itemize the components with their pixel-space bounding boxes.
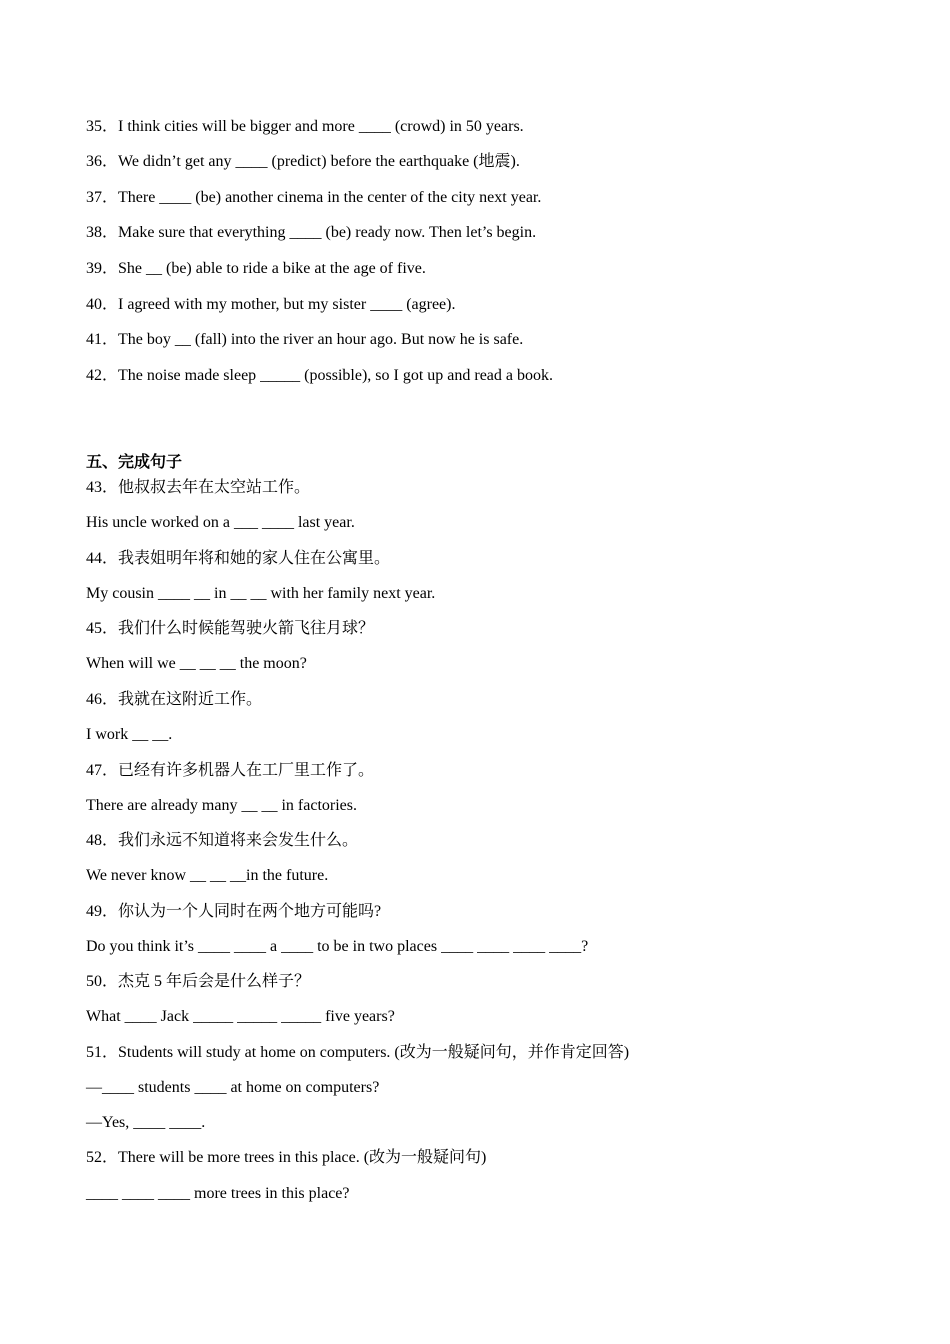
question-47-english: There are already many __ __ in factories. — [86, 797, 357, 814]
question-51-prompt: 51．Students will study at home on computers. (改为一般疑问句，并作肯定回答) — [86, 1044, 630, 1061]
question-38: 38．Make sure that everything ____ (be) ready now. Then let’s begin. — [86, 224, 537, 241]
question-45-english: When will we __ __ __ the moon? — [86, 655, 307, 672]
question-45-chinese: 45．我们什么时候能驾驶火箭飞往月球？ — [86, 620, 375, 637]
question-49-english: Do you think it’s ____ ____ a ____ to be in two places ____ ____ ____ ____? — [86, 938, 589, 955]
question-51-answer: —Yes, ____ ____. — [86, 1114, 206, 1131]
question-47-chinese: 47．已经有许多机器人在工厂里工作了。 — [86, 762, 375, 779]
question-40: 40．I agreed with my mother, but my sister ____ (agree). — [86, 296, 456, 313]
question-36: 36．We didn’t get any ____ (predict) before the earthquake (地震). — [86, 153, 520, 170]
question-44-chinese: 44．我表姐明年将和她的家人住在公寓里。 — [86, 550, 391, 567]
question-41: 41．The boy __ (fall) into the river an hour ago. But now he is safe. — [86, 331, 524, 348]
question-50-chinese: 50．杰克 5 年后会是什么样子？ — [86, 973, 311, 990]
question-39: 39．She __ (be) able to ride a bike at the age of five. — [86, 260, 426, 277]
question-35: 35．I think cities will be bigger and more ____ (crowd) in 50 years. — [86, 118, 524, 135]
question-46-english: I work __ __. — [86, 726, 173, 743]
section-heading: 五、完成句子 — [86, 454, 183, 471]
question-43-english: His uncle worked on a ___ ____ last year. — [86, 514, 355, 531]
question-49-chinese: 49．你认为一个人同时在两个地方可能吗? — [86, 903, 382, 920]
question-42: 42．The noise made sleep _____ (possible), so I got up and read a book. — [86, 367, 554, 384]
question-48-english: We never know __ __ __in the future. — [86, 867, 329, 884]
question-37: 37．There ____ (be) another cinema in the center of the city next year. — [86, 189, 542, 206]
question-48-chinese: 48．我们永远不知道将来会发生什么。 — [86, 832, 359, 849]
question-50-english: What ____ Jack _____ _____ _____ five years? — [86, 1008, 395, 1025]
question-46-chinese: 46．我就在这附近工作。 — [86, 691, 263, 708]
question-52-question: ____ ____ ____ more trees in this place? — [86, 1185, 350, 1202]
question-44-english: My cousin ____ __ in __ __ with her family next year. — [86, 585, 436, 602]
question-52-prompt: 52．There will be more trees in this place. (改为一般疑问句) — [86, 1149, 487, 1166]
question-51-question: —____ students ____ at home on computers? — [86, 1079, 380, 1096]
question-43-chinese: 43．他叔叔去年在太空站工作。 — [86, 479, 311, 496]
